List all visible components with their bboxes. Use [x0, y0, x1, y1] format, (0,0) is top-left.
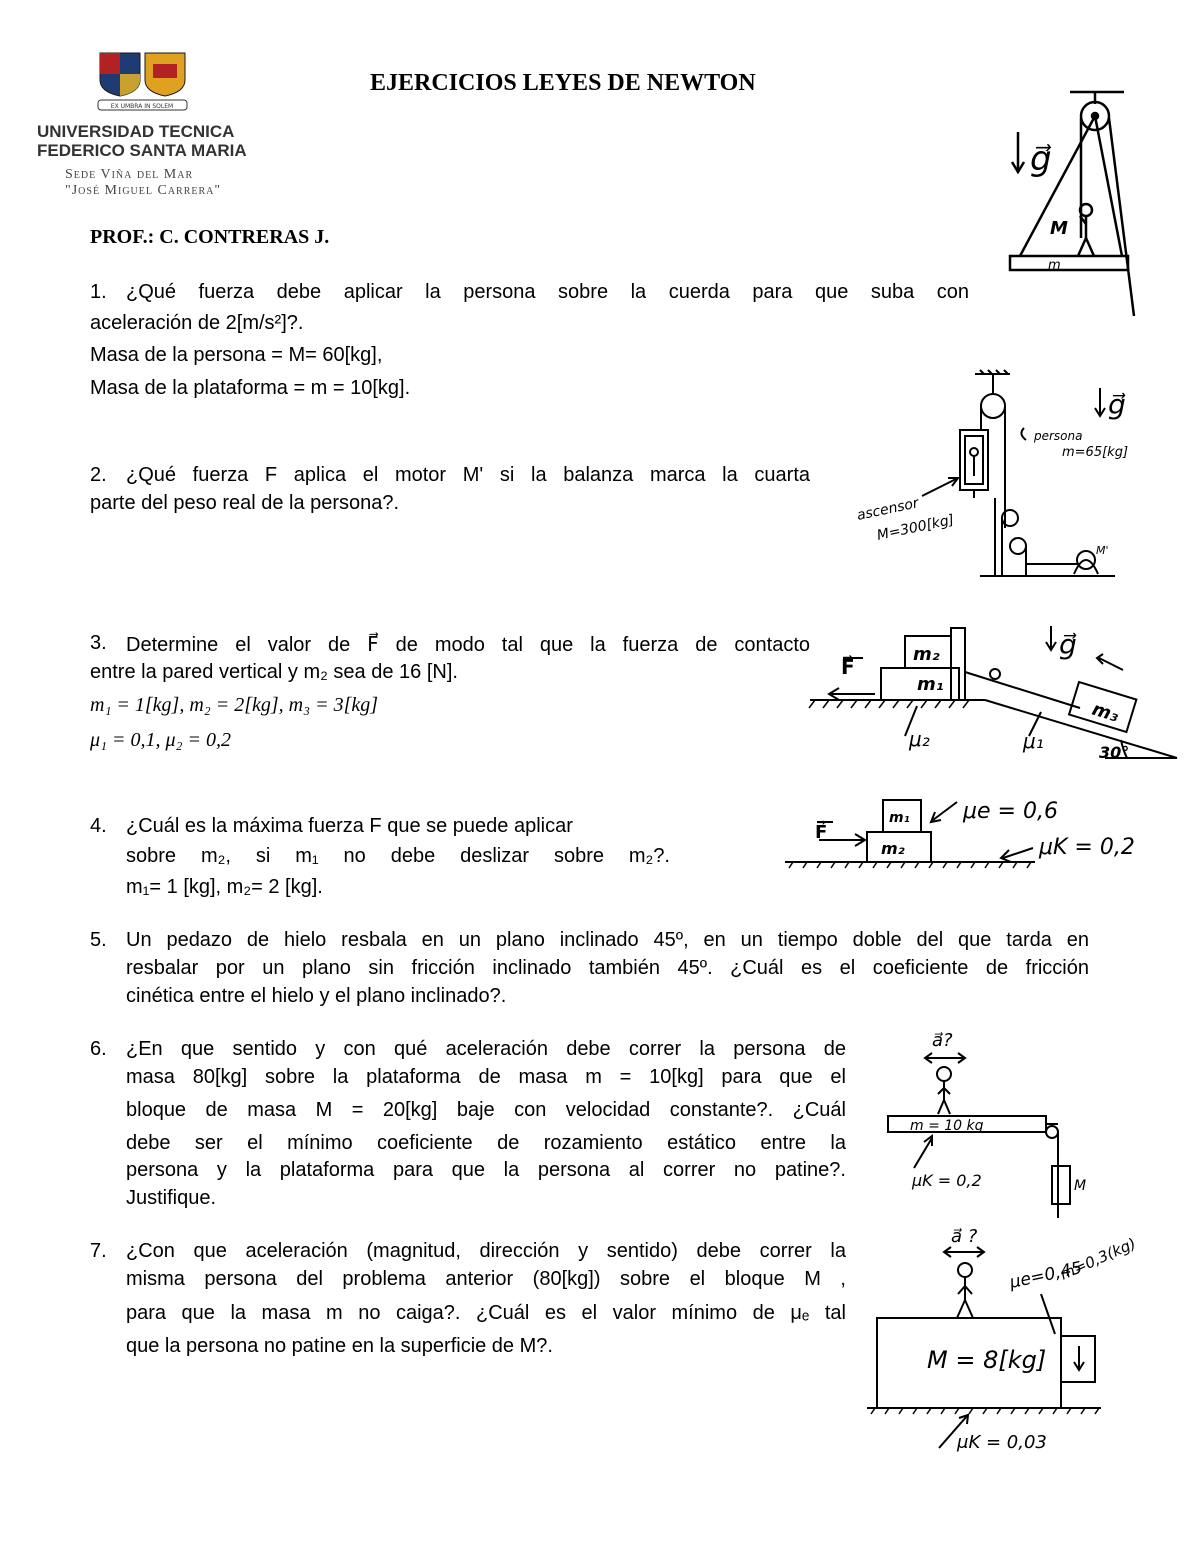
problem-3-line-1: Determine el valor de F⃗ de modo tal que la fuerza de contacto [126, 634, 810, 656]
fig7-mu-e-label: μe=0,45 [1007, 1258, 1084, 1293]
page-title: EJERCICIOS LEYES DE NEWTON [370, 70, 756, 96]
fig7-mu-k-label: μK = 0,03 [957, 1432, 1047, 1453]
figure-1-diagram [1000, 88, 1140, 320]
figure-3-diagram [805, 612, 1185, 772]
problem-5-line-1: Un pedazo de hielo resbala en un plano inclinado 45º, en un tiempo doble del que tarda en [126, 929, 1089, 951]
fig1-person-label: M [1050, 218, 1068, 239]
problem-3-coefficients: μ₁ = 0,1, μ₂ = 0,2 [90, 729, 231, 751]
figure-2-diagram [850, 368, 1140, 582]
fig4-force-label: F⃗ [815, 822, 828, 843]
problem-4-line-1: ¿Cuál es la máxima fuerza F que se puede aplicar [126, 815, 573, 837]
campus-name [65, 167, 221, 199]
problem-5-number: 5. [90, 929, 107, 951]
fig2-motor-label: M' [1096, 544, 1109, 557]
problem-1-line-1: ¿Qué fuerza debe aplicar la persona sobre la cuerda para que suba con [126, 281, 969, 303]
fig6-accel-label: a⃗? [932, 1030, 953, 1051]
fig4-mu-k-label: μK = 0,2 [1039, 835, 1135, 860]
problem-4-line-3: m₁= 1 [kg], m₂= 2 [kg]. [126, 876, 323, 898]
fig2-elevator-mass: M=300[kg] [875, 511, 956, 544]
university-name [37, 122, 247, 160]
problem-6-line-2: masa 80[kg] sobre la plataforma de masa m = 10[kg] para que el [126, 1066, 846, 1088]
problem-1-number: 1. [90, 281, 107, 303]
fig2-person-mass: m=65[kg] [1062, 445, 1129, 460]
fig6-block-label: M [1074, 1178, 1087, 1194]
campus-line-1: Sede Viña del Mar [65, 167, 194, 182]
university-logo [95, 50, 190, 114]
problem-5-line-3: cinética entre el hielo y el plano inclinado?. [126, 985, 507, 1007]
problem-3-line-2: entre la pared vertical y m₂ sea de 16 [N]. [90, 661, 458, 683]
problem-1-line-4: Masa de la plataforma = m = 10[kg]. [90, 377, 411, 399]
fig3-m3-label: m₃ [1089, 698, 1122, 727]
fig3-force-label: F⃗ [841, 655, 855, 679]
problem-3-masses: m₁ = 1[kg], m₂ = 2[kg], m₃ = 3[kg] [90, 694, 379, 716]
figure-4-diagram [785, 790, 1135, 870]
problem-1-line-3: Masa de la persona = M= 60[kg], [90, 344, 383, 366]
fig2-gravity-label: g⃗ [1108, 388, 1126, 421]
problem-1-line-2: aceleración de 2[m/s²]?. [90, 312, 304, 334]
fig3-m2-label: m₂ [913, 644, 940, 665]
fig2-elevator-label: ascensor [855, 495, 921, 524]
fig3-m1-label: m₁ [917, 674, 944, 695]
problem-7-line-3: para que la masa m no caiga?. ¿Cuál es el valor mínimo de μₑ tal [126, 1302, 846, 1324]
fig4-mu-e-label: μe = 0,6 [963, 799, 1058, 824]
problem-6-line-5: persona y la plataforma para que la persona al correr no patine?. [126, 1159, 846, 1181]
fig3-gravity-label: g⃗ [1059, 628, 1077, 661]
problem-6-line-3: bloque de masa M = 20[kg] baje con velocidad constante?. ¿Cuál [126, 1099, 846, 1121]
problem-2-number: 2. [90, 464, 107, 486]
fig1-gravity-label: g⃗ [1030, 139, 1052, 179]
fig7-accel-label: a⃗ ? [951, 1226, 978, 1247]
figure-6-diagram [880, 1026, 1100, 1221]
fig6-platform-label: m = 10 kg [910, 1118, 984, 1134]
problem-2-line-2: parte del peso real de la persona?. [90, 492, 400, 514]
fig4-m2-label: m₂ [881, 839, 905, 858]
problem-7-line-2: misma persona del problema anterior (80[kg]) sobre el bloque M , [126, 1268, 846, 1290]
fig1-platform-label: m [1048, 258, 1061, 273]
problem-6-line-1: ¿En que sentido y con qué aceleración debe correr la persona de [126, 1038, 846, 1060]
problem-5-line-2: resbalar por un plano sin fricción inclinado también 45º. ¿Cuál es el coeficiente de fricción [126, 957, 1089, 979]
problem-6-line-4: debe ser el mínimo coeficiente de rozamiento estático entre la [126, 1132, 846, 1154]
fig3-mu2-label: μ₂ [909, 727, 930, 751]
university-line-2: FEDERICO SANTA MARIA [37, 141, 247, 160]
problem-6-number: 6. [90, 1038, 107, 1060]
fig3-mu1-label: μ₁ [1023, 729, 1044, 753]
fig7-block-label: M = 8[kg] [927, 1346, 1047, 1374]
professor-name: PROF.: C. CONTRERAS J. [90, 226, 330, 248]
fig4-m1-label: m₁ [889, 810, 910, 826]
problem-3-number: 3. [90, 632, 107, 654]
problem-7-number: 7. [90, 1240, 107, 1262]
university-line-1: UNIVERSIDAD TECNICA [37, 122, 235, 141]
logo-motto: EX UMBRA IN SOLEM [110, 103, 174, 110]
problem-4-line-2: sobre m₂, si m₁ no debe deslizar sobre m₂?. [126, 845, 670, 867]
problem-4-number: 4. [90, 815, 107, 837]
fig3-angle-label: 30° [1099, 743, 1130, 762]
problem-7-line-1: ¿Con que aceleración (magnitud, dirección y sentido) debe correr la [126, 1240, 846, 1262]
problem-2-line-1: ¿Qué fuerza F aplica el motor M' si la balanza marca la cuarta [126, 464, 810, 486]
fig7-small-mass-label: m=0,3(kg) [1057, 1234, 1139, 1284]
problem-7-line-4: que la persona no patine en la superficie de M?. [126, 1335, 553, 1357]
problem-6-line-6: Justifique. [126, 1187, 217, 1209]
campus-line-2: "José Miguel Carrera" [65, 183, 222, 198]
figure-7-diagram [865, 1222, 1140, 1467]
fig6-mu-k-label: μK = 0,2 [912, 1171, 982, 1190]
fig2-person-label: persona [1034, 429, 1083, 443]
